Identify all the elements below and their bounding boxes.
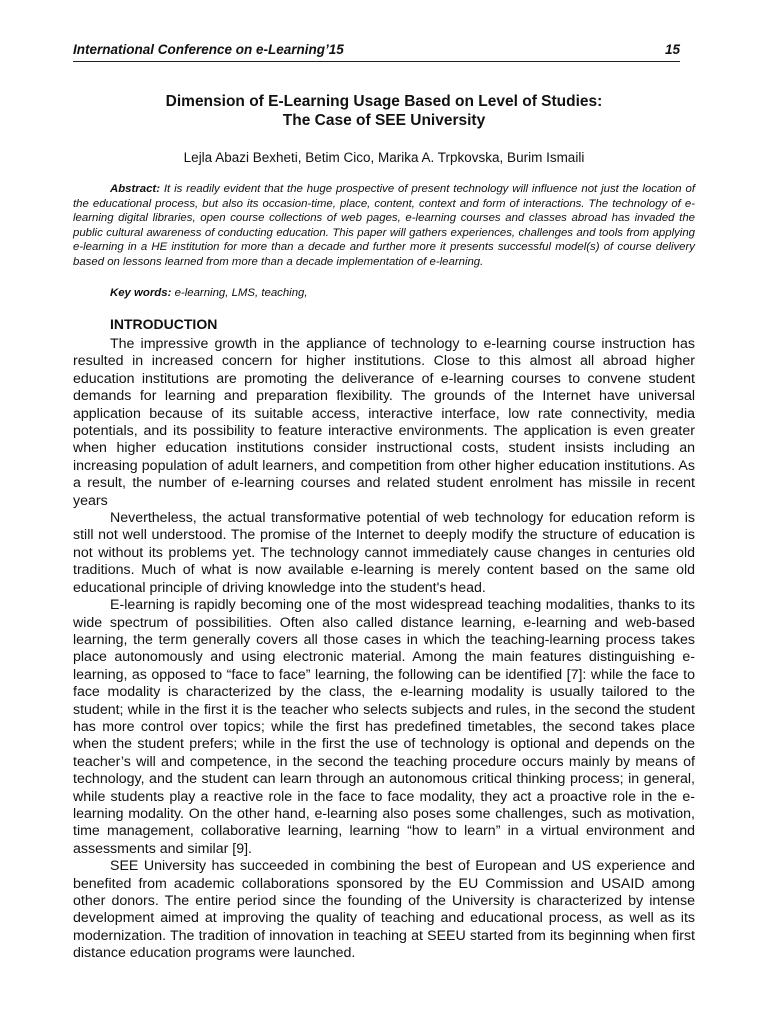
conference-name: International Conference on e-Learning’15: [73, 42, 344, 57]
introduction-body: [73, 336, 695, 963]
section-heading-introduction: INTRODUCTION: [110, 316, 218, 332]
keywords-label: Key words:: [110, 287, 172, 299]
keywords-text: e-learning, LMS, teaching,: [174, 287, 308, 299]
page-number: 15: [664, 42, 680, 57]
paragraph: SEE University has succeeded in combining the best of European and US experience and benefited from academic collaborations sponsored by the EU Commission and USAID among other donors. The entire period since the founding of the University is characterized by intense development aimed at improving the quality of teaching and educational process, as well as its modernization. The tradition of innovation in teaching at SEEU started from its beginning when first distance education programs were launched.: [73, 858, 695, 962]
title-line-2: The Case of SEE University: [282, 112, 486, 129]
paper-title: [73, 92, 695, 130]
author-list: Lejla Abazi Bexheti, Betim Cico, Marika A. Trpkovska, Burim Ismaili: [183, 150, 585, 165]
abstract: [73, 182, 695, 270]
keywords: [110, 287, 695, 299]
abstract-text: It is readily evident that the huge prospective of present technology will influence not just the location of the educational process, but also its occasion-time, place, content, context and form of interactions. The technology of e-learning digital libraries, open course collections of web pages, e-learning courses and classes abroad has invaded the public cultural awareness of conducting education. This paper will gathers experiences, challenges and tools from applying e-learning in a HE institution for more than a decade and further more it presents successful model(s) of course delivery based on lessons learned from more than a decade implementation of e-learning.: [73, 183, 695, 268]
abstract-label: Abstract:: [110, 183, 161, 195]
running-header: [73, 42, 680, 62]
paragraph: The impressive growth in the appliance of technology to e-learning course instruction has resulted in increased concern for higher institutions. Close to this almost all abroad higher education institutions are promoting the deliverance of e-learning courses to convene student demands for learning and preparation flexibility. The grounds of the Internet have universal application because of its suitable access, interactive interface, low rate connectivity, media potentials, and its possibility to feature interactive environments. The application is even greater when higher education institutions consider instructional costs, student insists including an increasing population of adult learners, and competition from other higher education institutions. As a result, the number of e-learning courses and related student enrolment has missile in recent years: [73, 336, 695, 509]
paragraph: Nevertheless, the actual transformative potential of web technology for education reform is still not well understood. The promise of the Internet to deeply modify the structure of education is not without its problems yet. The technology cannot immediately cause changes in centuries old traditions. Much of what is now available e-learning is merely content based on the same old educational principle of driving knowledge into the student's head.: [73, 510, 695, 596]
title-line-1: Dimension of E-Learning Usage Based on Level of Studies:: [165, 93, 603, 110]
paragraph: E-learning is rapidly becoming one of the most widespread teaching modalities, thanks to its wide spectrum of possibilities. Often also called distance learning, e-learning and web-based learning, the term generally covers all those cases in which the teaching-learning process takes place autonomously and using electronic material. Among the main features distinguishing e-learning, as opposed to “face to face” learning, the following can be identified [7]: while the face to face modality is characterized by the class, the e-learning modality is usually tailored to the student; while in the first it is the teacher who selects subjects and rules, in the second the student has more control over topics; while the first has predefined timetables, the second takes place when the student prefers; while in the first the use of technology is optional and depends on the teacher’s will and competence, in the second the teaching procedure occurs mainly by means of technology, and the student can learn through an autonomous critical thinking process; in general, while students play a reactive role in the face to face modality, they act a proactive role in the e-learning modality. On the other hand, e-learning also poses some challenges, such as motivation, time management, collaborative learning, learning “how to learn” in a virtual environment and assessments and similar [9].: [73, 597, 695, 857]
